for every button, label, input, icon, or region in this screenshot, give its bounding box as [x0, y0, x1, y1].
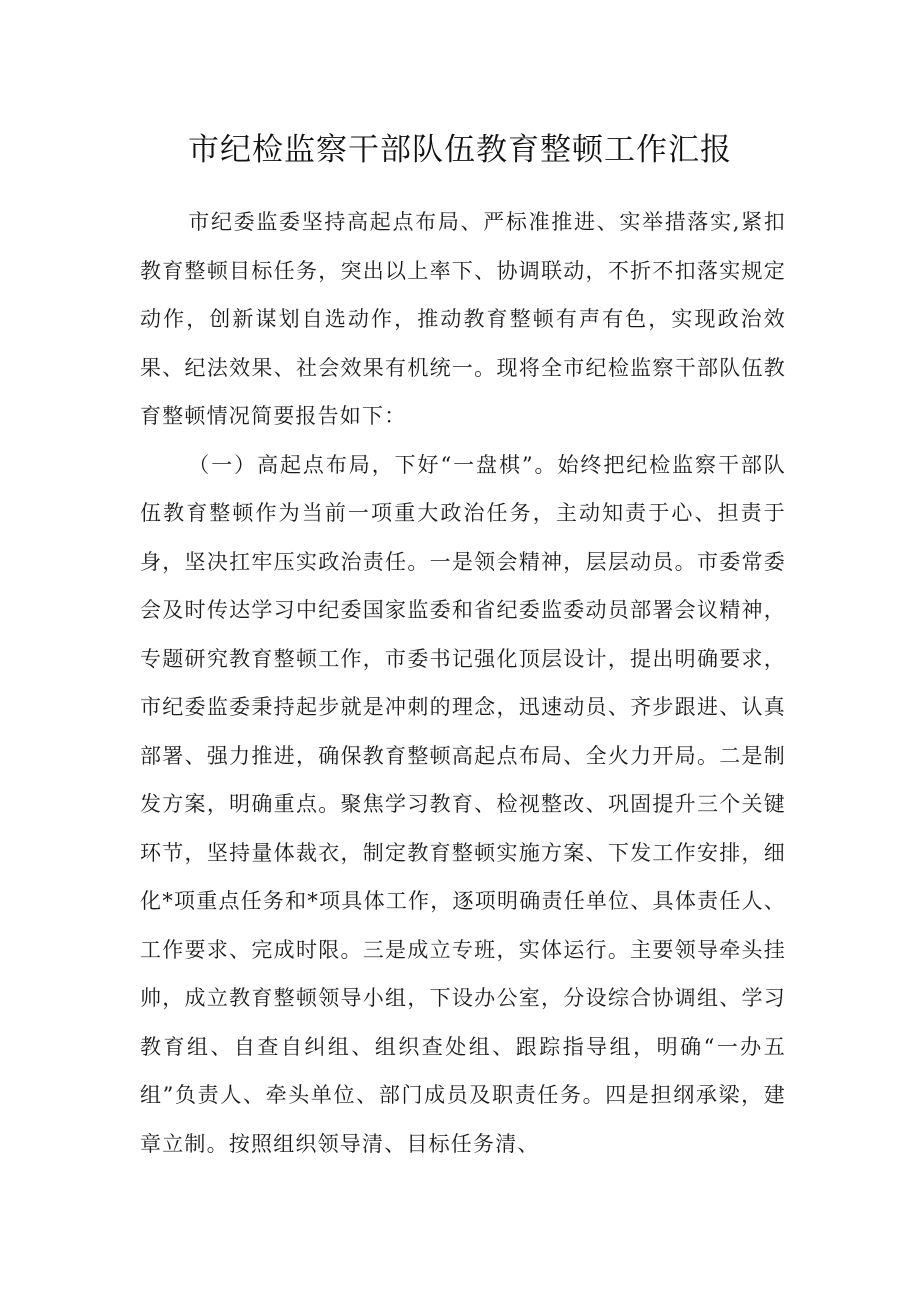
document-body: [140, 198, 786, 1168]
intro-paragraph: 市纪委监委坚持高起点布局、严标准推进、实举措落实,紧扣教育整顿目标任务，突出以上率下、协调联动，不折不扣落实规定动作，创新谋划自选动作，推动教育整顿有声有色，实现政治效果、纪法效果、社会效果有机统一。现将全市纪检监察干部队伍教育整顿情况简要报告如下：: [140, 210, 786, 428]
section-one-paragraph: （一）高起点布局，下好“一盘棋”。始终把纪检监察干部队伍教育整顿作为当前一项重大政治任务，主动知责于心、担责于身，坚决扛牢压实政治责任。一是领会精神，层层动员。市委常委会及时传达学习中纪委国家监委和省纪委监委动员部署会议精神，专题研究教育整顿工作，市委书记强化顶层设计，提出明确要求，市纪委监委秉持起步就是冲刺的理念，迅速动员、齐步跟进、认真部署、强力推进，确保教育整顿高起点布局、全火力开局。二是制发方案，明确重点。聚焦学习教育、检视整改、巩固提升三个关键环节，坚持量体裁衣，制定教育整顿实施方案、下发工作安排，细化*项重点任务和*项具体工作，逐项明确责任单位、具体责任人、工作要求、完成时限。三是成立专班，实体运行。主要领导牵头挂帅，成立教育整顿领导小组，下设办公室，分设综合协调组、学习教育组、自查自纠组、组织查处组、跟踪指导组，明确“一办五组”负责人、牵头单位、部门成员及职责任务。四是担纲承梁，建章立制。按照组织领导清、目标任务清、: [140, 452, 786, 1156]
document-title: 市纪检监察干部队伍教育整顿工作汇报: [188, 132, 732, 168]
